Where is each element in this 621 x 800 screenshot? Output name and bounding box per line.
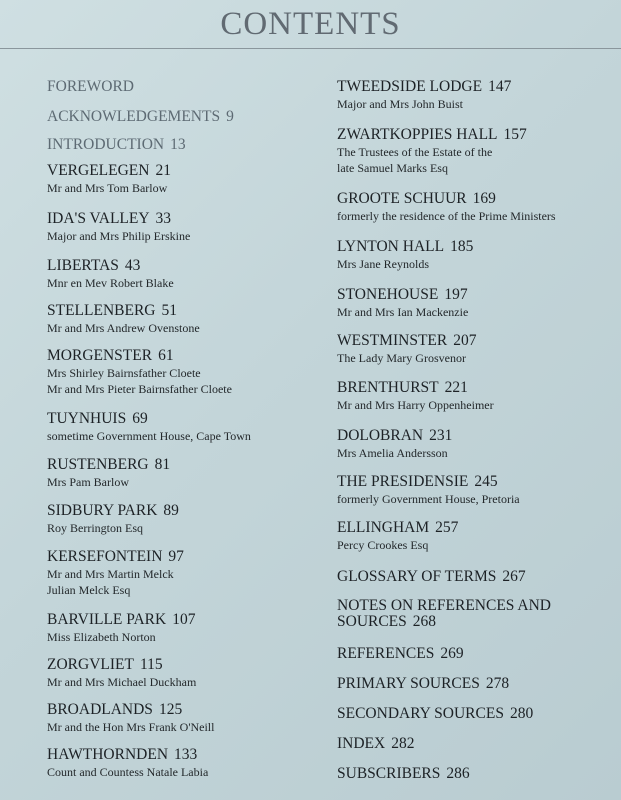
entry-heading-line [47,257,174,275]
contents-entry [47,78,134,96]
entry-heading-line [337,519,458,537]
entry-heading-line [337,613,436,631]
contents-entry [47,611,195,645]
entry-title: ZORGVLIET [47,656,134,673]
entry-heading-line [47,548,184,566]
contents-entry [47,347,232,397]
entry-owner-line: The Lady Mary Grosvenor [337,351,466,365]
entry-owner-line: formerly the residence of the Prime Ministers [337,209,556,223]
contents-entry [337,332,476,366]
entry-heading-line [47,302,200,320]
contents-entry [337,238,473,272]
entry-owner-line: Mnr en Mev Robert Blake [47,276,174,290]
contents-entry [47,257,174,291]
entry-title: ELLINGHAM [337,519,430,536]
entry-heading-line [337,379,494,397]
entry-heading-line [47,701,214,719]
contents-entry [337,379,494,413]
entry-page-number: 245 [474,473,498,490]
entry-page-number: 147 [488,78,512,95]
contents-entry [337,519,458,553]
entry-title: REFERENCES [337,645,435,662]
entry-owner-line: The Trustees of the Estate of the [337,145,493,159]
entry-heading-line [47,656,196,674]
entry-heading-line [47,410,251,428]
contents-entry [47,656,196,690]
entry-title: IDA'S VALLEY [47,210,150,227]
entry-page-number: 69 [132,410,148,427]
contents-entry [337,765,470,783]
contents-entry [47,210,190,244]
contents-entry [47,302,200,336]
entry-page-number: 207 [453,332,477,349]
entry-title: LYNTON HALL [337,238,445,255]
entry-title: STONEHOUSE [337,286,439,303]
entry-page-number: 13 [170,136,186,153]
entry-owner-line: formerly Government House, Pretoria [337,492,520,506]
entry-title: ZWARTKOPPIES HALL [337,126,498,143]
entry-owner-line: Mr and Mrs Harry Oppenheimer [337,398,494,412]
entry-page-number: 21 [155,162,171,179]
entry-owner-line: Percy Crookes Esq [337,538,429,552]
entry-page-number: 89 [163,502,179,519]
entry-title: FOREWORD [47,78,134,95]
entry-heading-line [337,675,509,693]
entry-heading-line [337,473,520,491]
entry-owner-line: Major and Mrs John Buist [337,97,463,111]
entry-heading-line [47,78,134,96]
entry-title: NOTES ON REFERENCES AND [337,597,552,614]
entry-owner-line: sometime Government House, Cape Town [47,429,251,443]
entry-owner-line: Miss Elizabeth Norton [47,630,156,644]
entry-title: THE PRESIDENSIE [337,473,469,490]
entry-page-number: 51 [161,302,177,319]
entry-page-number: 221 [444,379,468,396]
entry-page-number: 115 [139,656,163,673]
contents-entry [47,502,179,536]
entry-heading-line [337,332,476,350]
entry-page-number: 267 [502,568,526,585]
entry-heading-line [337,190,556,208]
entry-page-number: 286 [446,765,470,782]
entry-page-number: 61 [158,347,174,364]
entry-page-number: 107 [172,611,196,628]
entry-page-number: 81 [154,456,171,473]
entry-page-number: 157 [503,126,527,143]
entry-heading-line [337,568,526,586]
entry-heading-line [337,765,470,783]
entry-title: BARVILLE PARK [47,611,167,628]
contents-entry [337,735,414,753]
entry-owner-line: Mr and Mrs Tom Barlow [47,181,168,195]
entry-owner-line: Mr and the Hon Mrs Frank O'Neill [47,720,215,734]
entry-page-number: 231 [429,427,453,444]
entry-title: WESTMINSTER [337,332,448,349]
entry-page-number: 97 [168,548,184,565]
contents-entry [337,190,556,224]
entry-title: LIBERTAS [47,257,119,274]
entry-owner-line: Mrs Pam Barlow [47,475,129,489]
entry-heading-line [337,705,533,723]
entry-title: SUBSCRIBERS [337,765,441,782]
page-title: CONTENTS [220,6,401,42]
entry-owner-line: Mrs Jane Reynolds [337,257,429,271]
entry-heading-line [47,210,190,228]
contents-entry [47,108,234,126]
entry-page-number: 33 [155,210,172,227]
title-rule [0,48,621,49]
entry-heading-line [337,238,473,256]
contents-entry [47,746,208,780]
entry-title: ACKNOWLEDGEMENTS [47,108,221,125]
entry-title: BROADLANDS [47,701,153,718]
contents-entry [47,136,186,154]
entry-page-number: 43 [124,257,141,274]
entry-page-number: 185 [450,238,474,255]
entry-owner-line: late Samuel Marks Esq [337,161,448,175]
entry-title: GROOTE SCHUUR [337,190,467,207]
entry-page-number: 278 [485,675,510,692]
entry-heading-line [47,746,208,764]
entry-owner-line: Mr and Mrs Andrew Ovenstone [47,321,200,335]
contents-entry [337,675,509,693]
contents-entry [337,613,436,631]
entry-page-number: 268 [412,613,437,630]
entry-heading-line [337,286,468,304]
entry-title: RUSTENBERG [47,456,149,473]
entry-title: INDEX [337,735,386,752]
entry-heading-line [47,136,186,154]
contents-entry [337,78,511,112]
contents-entry [337,427,452,461]
entry-heading-line [337,735,414,753]
entry-title: BRENTHURST [337,379,439,396]
entry-title: TWEEDSIDE LODGE [337,78,483,95]
entry-heading-line [47,456,170,474]
contents-entry [337,705,533,723]
contents-entry [47,548,184,598]
entry-page-number: 125 [158,701,183,718]
contents-entry [337,286,468,320]
entry-heading-line [337,427,452,445]
entry-owner-line: Mrs Shirley Bairnsfather Cloete [47,366,201,380]
contents-entry [337,473,520,507]
entry-title: STELLENBERG [47,302,156,319]
contents-entry [47,456,170,490]
entry-title: HAWTHORNDEN [47,746,169,763]
entry-page-number: 257 [435,519,459,536]
entry-owner-line: Mr and Mrs Ian Mackenzie [337,305,469,319]
entry-title: SOURCES [337,613,407,630]
entry-title: SIDBURY PARK [47,502,158,519]
entry-owner-line: Julian Melck Esq [47,583,131,597]
entry-title: DOLOBRAN [337,427,424,444]
entry-owner-line: Mr and Mrs Michael Duckham [47,675,197,689]
entry-owner-line: Mr and Mrs Pieter Bairnsfather Cloete [47,382,232,396]
entry-owner-line: Mr and Mrs Martin Melck [47,567,174,581]
entry-owner-line: Roy Berrington Esq [47,521,143,535]
entry-page-number: 169 [472,190,496,207]
contents-entry [337,568,526,586]
entry-heading-line [337,645,464,663]
entry-page-number: 9 [226,108,234,125]
contents-entry [337,645,464,663]
entry-heading-line [47,347,232,365]
entry-title: TUYNHUIS [47,410,127,427]
entry-page-number: 269 [440,645,464,662]
entry-heading-line [47,611,195,629]
entry-heading-line [337,126,527,144]
contents-entry [337,126,527,176]
entry-page-number: 197 [444,286,468,303]
entry-title: SECONDARY SOURCES [337,705,504,722]
entry-owner-line: Mrs Amelia Andersson [337,446,448,460]
entry-heading-line [337,78,511,96]
entry-page-number: 282 [391,735,415,752]
entry-title: INTRODUCTION [47,136,165,153]
entry-title: VERGELEGEN [47,162,150,179]
entry-page-number: 133 [174,746,198,763]
entry-title: MORGENSTER [47,347,153,364]
entry-title: GLOSSARY OF TERMS [337,568,497,585]
entry-page-number: 280 [509,705,534,722]
contents-entry [47,701,214,735]
contents-entry [47,162,171,196]
entry-title: PRIMARY SOURCES [337,675,480,692]
entry-owner-line: Count and Countess Natale Labia [47,765,209,779]
entry-heading-line [47,502,179,520]
contents-entry [47,410,251,444]
entry-title: KERSEFONTEIN [47,548,163,565]
entry-owner-line: Major and Mrs Philip Erskine [47,229,191,243]
entry-heading-line [47,108,234,126]
entry-heading-line [47,162,171,180]
